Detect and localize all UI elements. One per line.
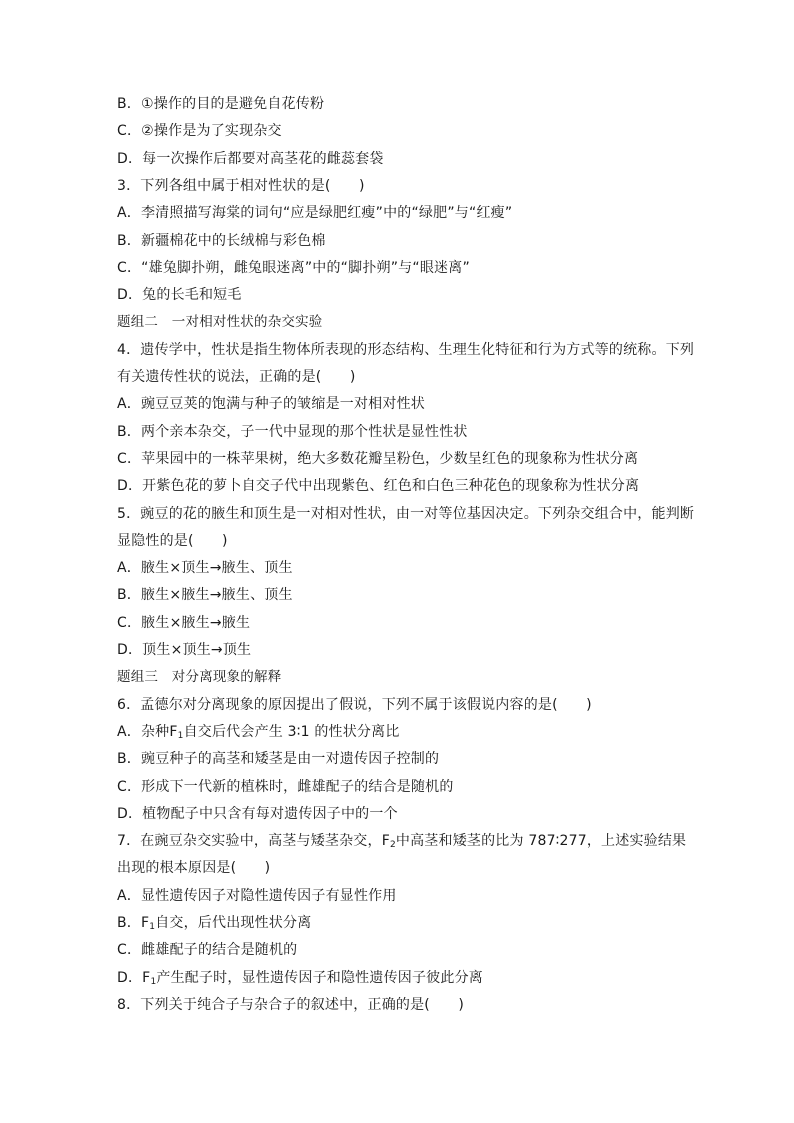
answer-option: B．新疆棉花中的长绒棉与彩色棉 bbox=[117, 232, 326, 249]
answer-option: D．植物配子中只含有每对遗传因子中的一个 bbox=[117, 805, 398, 822]
question-text: 3．下列各组中属于相对性状的是( ) bbox=[117, 177, 365, 194]
answer-option: A．豌豆豆荚的饱满与种子的皱缩是一对相对性状 bbox=[117, 396, 425, 413]
section-heading: 题组三 对分离现象的解释 bbox=[117, 669, 282, 686]
question-text: 出现的根本原因是( ) bbox=[117, 860, 271, 877]
text-segment: 产生配子时，显性遗传因子和隐性遗传因子彼此分离 bbox=[156, 969, 483, 986]
answer-option: C．②操作是为了实现杂交 bbox=[117, 123, 282, 140]
question-text: 6．孟德尔对分离现象的原因提出了假说，下列不属于该假说内容的是( ) bbox=[117, 696, 592, 713]
answer-option: B．两个亲本杂交，子一代中显现的那个性状是显性性状 bbox=[117, 423, 468, 440]
answer-option: C．雌雄配子的结合是随机的 bbox=[117, 942, 298, 959]
answer-option bbox=[117, 969, 483, 987]
subscript: 1 bbox=[177, 730, 184, 741]
answer-option bbox=[117, 723, 400, 741]
answer-option bbox=[117, 914, 311, 932]
text-segment: 中高茎和矮茎的比为 787∶277，上述实验结果 bbox=[395, 833, 687, 850]
question-text bbox=[117, 832, 686, 850]
text-segment: B．F bbox=[117, 915, 150, 931]
answer-option: D．开紫色花的萝卜自交子代中出现紫色、红色和白色三种花色的现象称为性状分离 bbox=[117, 478, 640, 495]
answer-option: D．顶生×顶生→顶生 bbox=[117, 642, 252, 658]
section-heading: 题组二 一对相对性状的杂交实验 bbox=[117, 314, 323, 331]
answer-option: C．形成下一代新的植株时，雌雄配子的结合是随机的 bbox=[117, 778, 454, 795]
answer-option: B．腋生×腋生→腋生、顶生 bbox=[117, 587, 293, 604]
answer-option: B．豌豆种子的高茎和矮茎是由一对遗传因子控制的 bbox=[117, 751, 440, 768]
text-segment: 自交后代会产生 3∶1 的性状分离比 bbox=[183, 723, 400, 740]
question-text: 显隐性的是( ) bbox=[117, 532, 228, 549]
answer-option: B．①操作的目的是避免自花传粉 bbox=[117, 96, 325, 112]
question-text: 有关遗传性状的说法，正确的是( ) bbox=[117, 369, 356, 385]
question-text: 5．豌豆的花的腋生和顶生是一对相对性状，由一对等位基因决定。下列杂交组合中，能判断 bbox=[117, 505, 695, 522]
answer-option: A．腋生×顶生→腋生、顶生 bbox=[117, 560, 293, 577]
text-segment: A．杂种F bbox=[117, 723, 178, 740]
subscript: 1 bbox=[150, 976, 157, 987]
answer-option: A．显性遗传因子对隐性遗传因子有显性作用 bbox=[117, 887, 397, 904]
text-segment: 7．在豌豆杂交实验中，高茎与矮茎杂交，F bbox=[117, 833, 390, 850]
answer-option: D．每一次操作后都要对高茎花的雌蕊套袋 bbox=[117, 150, 384, 167]
text-segment: 自交，后代出现性状分离 bbox=[155, 915, 312, 931]
answer-option: C．“雄兔脚扑朔，雌兔眼迷离”中的“脚扑朔”与“眼迷离” bbox=[117, 259, 470, 276]
question-text: 8．下列关于纯合子与杂合子的叙述中，正确的是( ) bbox=[117, 996, 465, 1013]
question-text: 4．遗传学中，性状是指生物体所表现的形态结构、生理生化特征和行为方式等的统称。下列 bbox=[117, 341, 695, 358]
subscript: 1 bbox=[149, 922, 156, 932]
answer-option: C．苹果园中的一株苹果树，绝大多数花瓣呈粉色，少数呈红色的现象称为性状分离 bbox=[117, 450, 639, 467]
answer-option: C．腋生×腋生→腋生 bbox=[117, 614, 251, 631]
answer-option: D．兔的长毛和短毛 bbox=[117, 287, 242, 304]
answer-option: A．李清照描写海棠的词句“应是绿肥红瘦”中的“绿肥”与“红瘦” bbox=[117, 205, 513, 222]
text-segment: D．F bbox=[117, 969, 151, 986]
subscript: 2 bbox=[389, 840, 396, 851]
